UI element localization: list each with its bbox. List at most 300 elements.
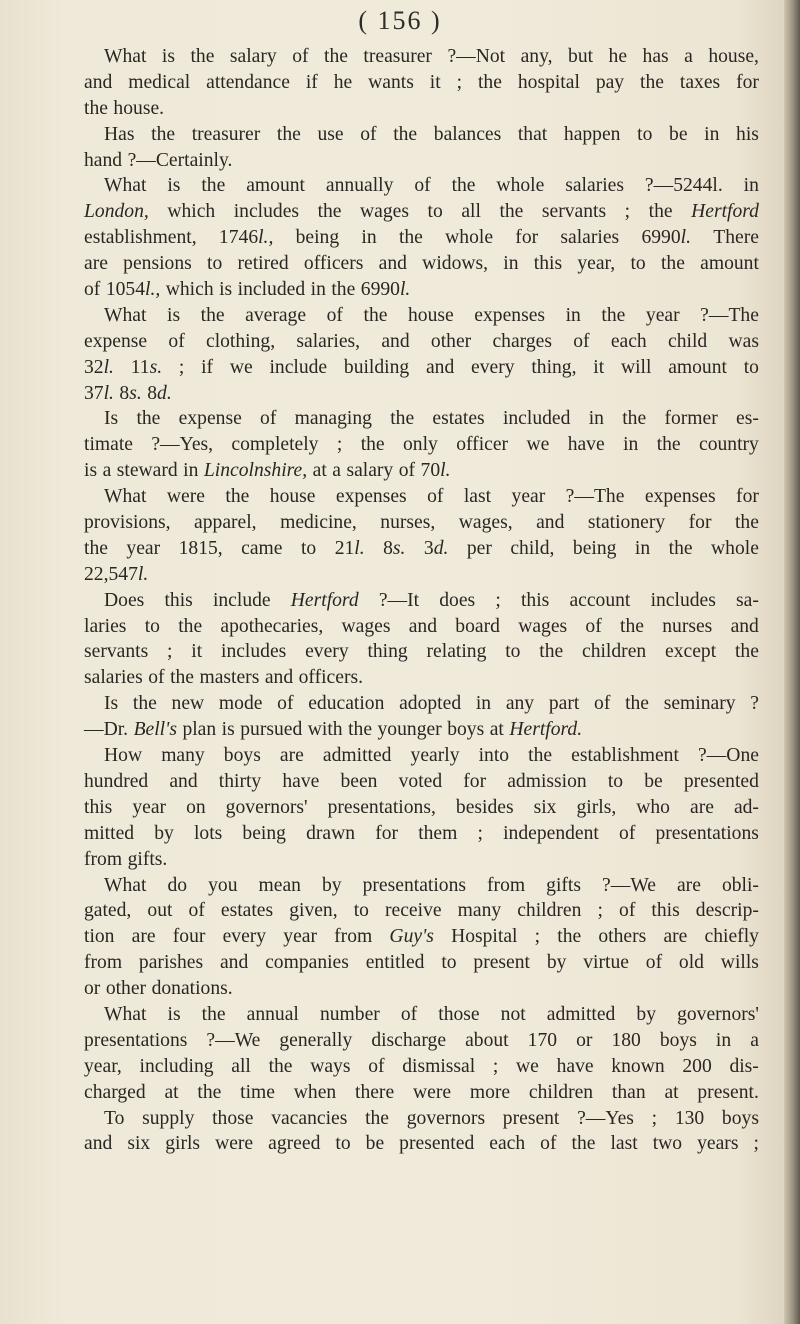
word: adopted bbox=[399, 693, 462, 715]
word: vacancies bbox=[271, 1107, 348, 1129]
text-line bbox=[84, 614, 759, 640]
word: the bbox=[477, 71, 502, 93]
word: boys bbox=[659, 1029, 697, 1051]
word: What bbox=[104, 874, 147, 896]
word: What bbox=[104, 175, 147, 197]
word: other bbox=[430, 330, 472, 352]
word: house. bbox=[113, 97, 165, 119]
word: the bbox=[640, 71, 664, 93]
word: includes bbox=[650, 589, 716, 611]
word: younger bbox=[377, 719, 442, 741]
word: which bbox=[165, 279, 214, 301]
text-line bbox=[84, 199, 759, 225]
word: 8d. bbox=[147, 382, 172, 404]
word: to bbox=[637, 123, 653, 145]
text-line bbox=[84, 1080, 759, 1106]
word: estates bbox=[432, 408, 485, 430]
text-line bbox=[84, 769, 759, 795]
word: and bbox=[381, 330, 410, 352]
word: all bbox=[461, 201, 481, 223]
word: ; bbox=[492, 1055, 499, 1077]
word: wills bbox=[720, 952, 759, 974]
word: ; bbox=[167, 641, 173, 663]
word: salaries bbox=[84, 667, 143, 689]
word: boys bbox=[721, 1107, 759, 1129]
word: when bbox=[293, 1081, 337, 1103]
word: in bbox=[634, 537, 651, 559]
word: a bbox=[332, 460, 341, 482]
word: to bbox=[144, 615, 160, 637]
word: including bbox=[139, 1055, 214, 1077]
word: charged bbox=[84, 1081, 146, 1103]
text-line bbox=[84, 329, 759, 355]
word: 180 bbox=[611, 1029, 641, 1051]
word: the bbox=[151, 123, 176, 145]
word: were bbox=[412, 1081, 452, 1103]
word: we bbox=[516, 1055, 539, 1077]
word: from bbox=[334, 926, 373, 948]
word: pay bbox=[595, 71, 625, 93]
word: the bbox=[528, 745, 553, 767]
word: this bbox=[84, 796, 113, 818]
word: wages bbox=[360, 201, 409, 223]
word: the bbox=[317, 201, 342, 223]
word: only bbox=[403, 434, 438, 456]
word: governors' bbox=[225, 796, 308, 818]
word: donations. bbox=[151, 978, 233, 1000]
word: —Dr. bbox=[84, 719, 129, 741]
word: of bbox=[277, 693, 294, 715]
word: and bbox=[264, 667, 294, 689]
word: stationery bbox=[587, 512, 666, 534]
word: happen bbox=[563, 123, 621, 145]
word: and bbox=[84, 1133, 113, 1155]
word: who bbox=[636, 796, 670, 818]
word: boys bbox=[447, 719, 485, 741]
word: ?—Yes bbox=[577, 1107, 634, 1129]
word: present bbox=[473, 952, 530, 974]
word: independent bbox=[503, 822, 599, 844]
word: he bbox=[333, 71, 353, 93]
word: the bbox=[331, 279, 356, 301]
word: be bbox=[365, 1133, 385, 1155]
word: 1054l., bbox=[105, 279, 161, 301]
word: is bbox=[167, 1003, 181, 1025]
word: What bbox=[104, 304, 147, 326]
word: and bbox=[425, 356, 455, 378]
word: and bbox=[730, 615, 759, 637]
word: apothecaries, bbox=[220, 615, 324, 637]
word: for bbox=[736, 71, 759, 93]
word: ?—It bbox=[378, 589, 420, 611]
word: the bbox=[660, 253, 685, 275]
word: the bbox=[178, 615, 203, 637]
word: the bbox=[276, 123, 301, 145]
word: board bbox=[455, 615, 500, 637]
word: education bbox=[308, 693, 385, 715]
word: lots bbox=[193, 822, 223, 844]
text-line bbox=[84, 665, 759, 691]
word: mode bbox=[218, 693, 263, 715]
text-line bbox=[84, 122, 759, 148]
word: Guy's bbox=[389, 926, 434, 948]
word: of bbox=[400, 1003, 418, 1025]
word: establishment bbox=[571, 745, 679, 767]
word: salary bbox=[346, 460, 394, 482]
word: admitted bbox=[322, 745, 392, 767]
word: by bbox=[154, 822, 174, 844]
word: of bbox=[360, 123, 377, 145]
word: 22,547l. bbox=[84, 563, 149, 585]
word: 130 bbox=[674, 1107, 705, 1129]
word: for bbox=[375, 822, 399, 844]
word: last bbox=[610, 1133, 638, 1155]
word: year bbox=[283, 926, 317, 948]
word: What bbox=[104, 486, 147, 508]
word: with bbox=[307, 719, 343, 741]
word: to bbox=[630, 253, 646, 275]
word: the bbox=[324, 46, 348, 67]
word: six bbox=[533, 796, 557, 818]
word: in bbox=[475, 693, 492, 715]
word: 200 bbox=[682, 1055, 712, 1077]
word: supply bbox=[142, 1107, 195, 1129]
word: virtue bbox=[583, 952, 629, 974]
word: gifts. bbox=[127, 848, 168, 870]
word: 3d. bbox=[423, 537, 449, 559]
word: ?—We bbox=[602, 874, 656, 896]
word: more bbox=[469, 1081, 511, 1103]
text-line bbox=[84, 898, 759, 924]
word: admission bbox=[507, 770, 587, 792]
word: that bbox=[517, 123, 548, 145]
word: than bbox=[611, 1081, 646, 1103]
word: presentations bbox=[362, 874, 466, 896]
word: ?—Certainly. bbox=[127, 149, 233, 171]
word: ?—The bbox=[700, 304, 759, 326]
word: be bbox=[669, 123, 688, 145]
word: are bbox=[131, 926, 156, 948]
word: ; bbox=[495, 589, 501, 611]
word: in bbox=[361, 227, 377, 249]
word: dismissal bbox=[402, 1055, 476, 1077]
text-line bbox=[84, 873, 759, 899]
word: the bbox=[170, 667, 194, 689]
word: 37l. bbox=[84, 382, 114, 404]
word: were bbox=[166, 486, 205, 508]
word: yearly bbox=[410, 745, 460, 767]
word: we bbox=[229, 356, 253, 378]
word: ?—The bbox=[565, 486, 625, 508]
word: the bbox=[557, 926, 582, 948]
word: annually bbox=[325, 175, 394, 197]
word: gifts bbox=[546, 874, 581, 896]
word: have bbox=[567, 434, 605, 456]
word: Hertford bbox=[290, 589, 359, 611]
word: any, bbox=[520, 46, 553, 67]
text-line bbox=[84, 355, 759, 381]
word: given, bbox=[289, 900, 338, 922]
word: of bbox=[645, 952, 663, 974]
word: hospital bbox=[517, 71, 580, 93]
word: last bbox=[463, 486, 492, 508]
word: being bbox=[295, 227, 340, 249]
word: of bbox=[326, 304, 343, 326]
word: into bbox=[478, 745, 510, 767]
word: officers. bbox=[298, 667, 363, 689]
word: came bbox=[241, 537, 283, 559]
word: 1815, bbox=[178, 537, 223, 559]
word: year, bbox=[84, 1055, 122, 1077]
word: his bbox=[736, 123, 759, 145]
word: average bbox=[245, 304, 307, 326]
word: per bbox=[466, 537, 492, 559]
word: from bbox=[84, 952, 123, 974]
word: does bbox=[439, 589, 476, 611]
text-line bbox=[84, 1002, 759, 1028]
word: number bbox=[319, 1003, 380, 1025]
page-edge-shadow bbox=[784, 0, 800, 1324]
text-line bbox=[84, 277, 759, 303]
word: 8s. bbox=[383, 537, 406, 559]
word: is bbox=[221, 719, 235, 741]
word: hundred bbox=[84, 770, 149, 792]
page-number: ( 156 ) bbox=[358, 6, 442, 35]
word: generally bbox=[279, 1029, 353, 1051]
word: four bbox=[172, 926, 206, 948]
word: be bbox=[644, 770, 663, 792]
word: the bbox=[398, 227, 423, 249]
word: To bbox=[104, 1107, 125, 1129]
text-line bbox=[84, 148, 759, 174]
word: in bbox=[565, 304, 581, 326]
word: voted bbox=[398, 770, 443, 792]
word: seminary bbox=[663, 693, 736, 715]
word: ; bbox=[597, 900, 603, 922]
word: are bbox=[690, 796, 714, 818]
word: building bbox=[343, 356, 410, 378]
word: whole bbox=[445, 227, 494, 249]
text-line bbox=[84, 743, 759, 769]
word: the bbox=[620, 615, 644, 637]
word: this bbox=[520, 589, 550, 611]
word: of bbox=[427, 486, 444, 508]
word: are bbox=[84, 253, 108, 275]
word: annual bbox=[246, 1003, 299, 1025]
word: year bbox=[511, 486, 546, 508]
word: obli- bbox=[721, 874, 759, 896]
word: the bbox=[84, 97, 108, 119]
word: dis- bbox=[729, 1055, 759, 1077]
text-line bbox=[84, 639, 759, 665]
word: year bbox=[132, 796, 167, 818]
word: admitted bbox=[546, 1003, 616, 1025]
word: has bbox=[642, 46, 669, 67]
word: of bbox=[168, 330, 185, 352]
word: of bbox=[619, 900, 636, 922]
word: he bbox=[608, 46, 628, 67]
word: those bbox=[438, 1003, 480, 1025]
word: ; bbox=[624, 201, 631, 223]
word: the bbox=[363, 304, 388, 326]
word: or bbox=[84, 978, 101, 1000]
word: children bbox=[582, 641, 647, 663]
word: mean bbox=[258, 874, 301, 896]
word: six bbox=[127, 1133, 151, 1155]
word: treasurer bbox=[363, 46, 432, 67]
word: agreed bbox=[268, 1133, 321, 1155]
word: officers bbox=[303, 253, 364, 275]
word: every bbox=[471, 356, 515, 378]
word: ?—One bbox=[698, 745, 759, 767]
word: of bbox=[398, 460, 416, 482]
word: apparel, bbox=[194, 512, 257, 534]
word: former bbox=[664, 408, 718, 430]
word: governors bbox=[406, 1107, 486, 1129]
word: of bbox=[260, 408, 277, 430]
word: ?—Yes, bbox=[151, 434, 214, 456]
word: about bbox=[465, 1029, 509, 1051]
word: being bbox=[242, 822, 286, 844]
word: or bbox=[576, 1029, 593, 1051]
word: those bbox=[212, 1107, 254, 1129]
word: the bbox=[656, 434, 681, 456]
word: from bbox=[487, 874, 526, 896]
text-line bbox=[84, 1106, 759, 1132]
text-line bbox=[84, 44, 759, 70]
word: the bbox=[499, 201, 524, 223]
word: for bbox=[515, 227, 539, 249]
word: the bbox=[734, 641, 759, 663]
word: girls, bbox=[576, 796, 617, 818]
word: whole bbox=[496, 175, 545, 197]
text-line bbox=[84, 70, 759, 96]
word: at bbox=[312, 460, 327, 482]
word: two bbox=[652, 1133, 683, 1155]
word: years bbox=[697, 1133, 739, 1155]
word: and bbox=[169, 770, 198, 792]
word: for bbox=[688, 512, 712, 534]
word: out bbox=[147, 900, 173, 922]
word: presented bbox=[683, 770, 759, 792]
text-line bbox=[84, 303, 759, 329]
word: have bbox=[282, 770, 320, 792]
word: the bbox=[190, 46, 215, 67]
word: are bbox=[663, 926, 688, 948]
text-line bbox=[84, 821, 759, 847]
word: of bbox=[573, 330, 590, 352]
word: thing, bbox=[531, 356, 577, 378]
word: other bbox=[105, 978, 147, 1000]
word: year bbox=[645, 304, 680, 326]
word: presentations bbox=[84, 1029, 188, 1051]
word: amount bbox=[700, 253, 759, 275]
word: others bbox=[598, 926, 647, 948]
body-text bbox=[84, 44, 759, 1157]
word: any bbox=[505, 693, 535, 715]
word: receive bbox=[385, 900, 442, 922]
word: in bbox=[704, 123, 720, 145]
word: many bbox=[457, 900, 502, 922]
word: ? bbox=[750, 693, 759, 715]
word: present bbox=[502, 1107, 560, 1129]
word: There bbox=[713, 227, 759, 249]
word: the bbox=[201, 175, 226, 197]
word: it bbox=[429, 71, 441, 93]
word: pursued bbox=[240, 719, 303, 741]
word: house bbox=[269, 486, 316, 508]
word: the bbox=[571, 1133, 596, 1155]
word: London, bbox=[84, 201, 149, 223]
word: the bbox=[668, 537, 693, 559]
word: Hertford bbox=[691, 201, 759, 223]
word: of bbox=[84, 279, 101, 301]
word: of bbox=[414, 175, 431, 197]
word: include bbox=[212, 589, 271, 611]
word: boys bbox=[223, 745, 261, 767]
word: child bbox=[668, 330, 708, 352]
word: expense bbox=[84, 330, 148, 352]
text-line bbox=[84, 251, 759, 277]
text-line bbox=[84, 484, 759, 510]
word: will bbox=[620, 356, 652, 378]
word: to bbox=[505, 641, 521, 663]
text-line bbox=[84, 717, 759, 743]
word: and bbox=[84, 71, 113, 93]
word: is bbox=[167, 304, 181, 326]
text-line bbox=[84, 588, 759, 614]
word: and bbox=[408, 615, 438, 637]
word: present. bbox=[697, 1081, 759, 1103]
text-line bbox=[84, 96, 759, 122]
word: a bbox=[684, 46, 693, 67]
word: includes bbox=[221, 641, 287, 663]
word: at bbox=[489, 719, 504, 741]
word: nurses bbox=[662, 615, 713, 637]
word: are bbox=[279, 745, 304, 767]
word: Bell's bbox=[133, 719, 177, 741]
word: ?—5244l. bbox=[644, 175, 723, 197]
word: descrip- bbox=[695, 900, 759, 922]
word: by bbox=[546, 952, 567, 974]
word: each bbox=[489, 1133, 526, 1155]
word: taxes bbox=[679, 71, 721, 93]
word: year, bbox=[577, 253, 616, 275]
word: the bbox=[601, 304, 626, 326]
word: wages bbox=[341, 615, 391, 637]
word: each bbox=[610, 330, 647, 352]
word: and bbox=[219, 952, 249, 974]
word: estates bbox=[220, 900, 274, 922]
word: them bbox=[418, 822, 458, 844]
word: 11s. bbox=[130, 356, 163, 378]
word: of bbox=[368, 1055, 385, 1077]
word: country bbox=[699, 434, 759, 456]
word: there bbox=[355, 1081, 395, 1103]
word: nurses, bbox=[380, 512, 436, 534]
word: part bbox=[548, 693, 580, 715]
word: besides bbox=[455, 796, 514, 818]
word: Hertford. bbox=[509, 719, 583, 741]
word: is bbox=[219, 279, 233, 301]
word: of bbox=[540, 1133, 557, 1155]
word: gated, bbox=[84, 900, 132, 922]
word: ways bbox=[310, 1055, 351, 1077]
word: the bbox=[132, 693, 157, 715]
word: thing bbox=[367, 641, 408, 663]
word: the bbox=[136, 408, 161, 430]
word: pensions bbox=[123, 253, 192, 275]
